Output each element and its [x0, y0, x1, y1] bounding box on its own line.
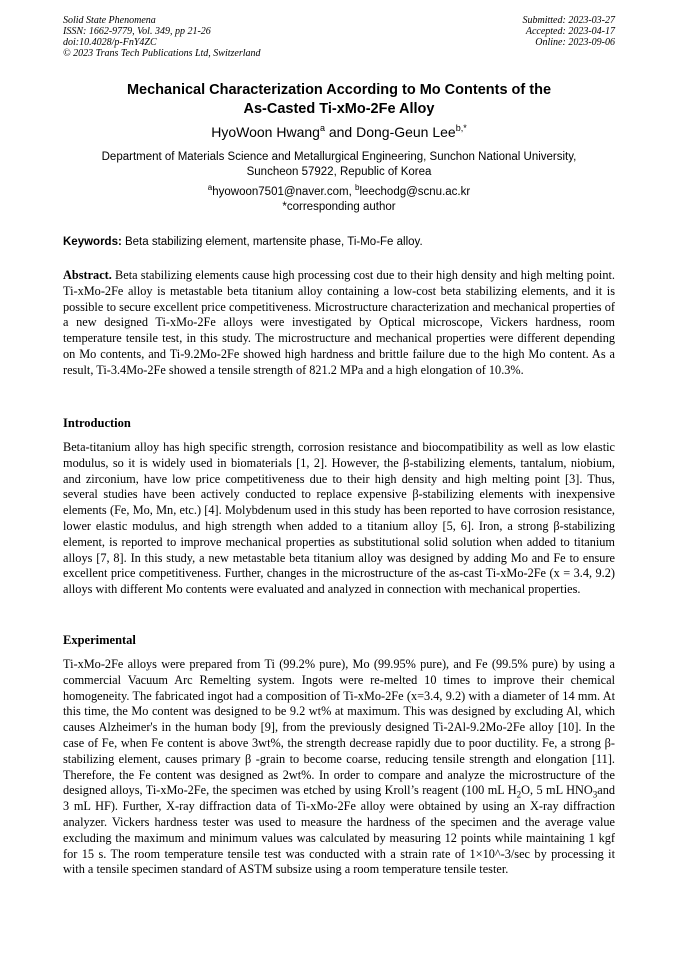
- title-line-1: Mechanical Characterization According to Mo Contents of the: [126, 82, 552, 98]
- title-line-2: As-Casted Ti-xMo-2Fe Alloy: [243, 101, 435, 117]
- abstract-text: Beta stabilizing elements cause high processing cost due to their high density and high melting point. Ti-xMo-2Fe alloy is metastable beta titanium alloy containing a low-cost beta stabilizing elements, and it is possible to secure excellent price competitiveness. Microstructure characterization and mechanical properties of a new designed Ti-xMo-2Fe alloys were investigated by Optical microscope, Vickers hardness, room temperature tensile test, in this study. The microstructure and mechanical properties were different depending on Mo contents, and Ti-9.2Mo-2Fe showed high hardness and brittle failure due to the high Mo content. As a result, Ti-3.4Mo-2Fe showed a tensile strength of 821.2 MPa and a high elongation of 10.3%.: [63, 268, 615, 377]
- online-date: Online: 2023-09-06: [535, 37, 615, 48]
- introduction-heading: Introduction: [63, 416, 131, 430]
- affiliation-line-2: Suncheon 57922, Republic of Korea: [246, 166, 432, 178]
- author-2-superscript: b,*: [455, 123, 467, 133]
- hno3-subscript: 3: [592, 789, 598, 800]
- author-emails: [60, 185, 618, 215]
- keywords-text: Beta stabilizing element, martensite phase, Ti-Mo-Fe alloy.: [121, 236, 423, 248]
- h2o-subscript: 2: [516, 789, 522, 800]
- accepted-date: Accepted: 2023-04-17: [525, 26, 615, 37]
- author-list: [60, 123, 618, 141]
- journal-info: [63, 15, 261, 59]
- copyright: © 2023 Trans Tech Publications Ltd, Switzerland: [63, 48, 261, 59]
- abstract: [63, 268, 615, 379]
- doi: doi:10.4028/p-FnY4ZC: [63, 37, 157, 48]
- experimental-heading: Experimental: [63, 633, 136, 647]
- abstract-label: Abstract.: [63, 268, 112, 282]
- keywords-label: Keywords:: [63, 236, 122, 248]
- author-conjunction: and: [324, 124, 357, 140]
- experimental-text-part-1: Ti-xMo-2Fe alloys were prepared from Ti (99.2% pure), Mo (99.95% pure), and Fe (99.5% pure) by using a commercial Vacuum Arc Remelting system. Ingots were re-melted 10 times to improve their chemical homogeneity. The fabricated ingot had a composition of Ti-xMo-2Fe (x=3.4, 9.2) with a diameter of 14 mm. At this time, the Mo content was designed to be 9.2 wt% at maximum. This was designed by excluding Al, which causes Alzheimer's in the human body [9], from the previously designed Ti-2Al-9.2Mo-2Fe alloy [10]. In the case of Fe, when Fe content is above 3wt%, the strength decrease rapidly due to poor ductility. Fe, a strong β-stabilizing element, causes primary β -grain to become coarse, reducing tensile strength and elongation [11]. Therefore, the Fe content was designed as 2wt%. In order to compare and analyze the microstructure of the designed alloys, Ti-xMo-2Fe, the specimen was etched by using Kroll’s reagent (100 mL H: [63, 657, 615, 798]
- experimental-text-part-2: O, 5 mL HNO: [521, 783, 593, 798]
- email-b: leechodg@scnu.ac.kr: [359, 186, 471, 198]
- author-2: Dong-Geun Lee: [356, 124, 456, 140]
- email-a-superscript: a: [207, 183, 213, 192]
- affiliation: [70, 150, 608, 180]
- keywords: [63, 235, 615, 249]
- issn: ISSN: 1662-9779, Vol. 349, pp 21-26: [63, 26, 211, 37]
- publication-dates: [523, 15, 616, 48]
- affiliation-line-1: Department of Materials Science and Metallurgical Engineering, Sunchon National University,: [101, 151, 577, 163]
- author-1: HyoWoon Hwang: [211, 124, 320, 140]
- email-b-superscript: b: [354, 183, 360, 192]
- journal-name: Solid State Phenomena: [63, 15, 156, 26]
- author-1-superscript: a: [319, 123, 325, 133]
- paper-title: [60, 81, 618, 119]
- introduction-text: Beta-titanium alloy has high specific strength, corrosion resistance and biocompatibility as well as low elastic modulus, so it is widely used in biomaterials [1, 2]. However, the β-stabilizing elements, tantalum, niobium, and zirconium, have low price competitiveness due to their high density and high melting point [3]. Thus, several studies have been actively conducted to replace expensive β-stabilizing elements with inexpensive elements (Fe, Mo, Mn, etc.) [4]. Molybdenum used in this study has been reported to have corrosion resistance, lower elastic modulus, and high strength when added to a titanium alloy [5, 6]. Iron, a strong β-stabilizing element, is reported to improve mechanical properties as substitutional solid solution when added to titanium alloys [7, 8]. In this study, a new metastable beta titanium alloy was designed by adding Mo and Fe to ensure excellent price competitiveness. Further, changes in the microstructure of the as-cast Ti-xMo-2Fe (x = 3.4, 9.2) alloys with different Mo contents were evaluated and analyzed in connection with mechanical properties.: [63, 440, 615, 597]
- experimental-text-part-3: and 3 mL HF). Further, X-ray diffraction data of Ti-xMo-2Fe alloy were obtained by using an X-ray diffraction analyzer. Vickers hardness tester was used to measure the hardness of the specimen and the average value excluding the maximum and minimum values was calculated by measuring 12 points while maintaining 1 kgf for 15 s. The room temperature tensile test was conducted with a strain rate of 1×10^-3/sec by processing it with a tensile specimen standard of ASTM subsize using a room temperature tensile tester.: [63, 783, 615, 877]
- email-a: hyowoon7501@naver.com,: [212, 186, 355, 198]
- submitted-date: Submitted: 2023-03-27: [522, 15, 615, 26]
- experimental-text: [63, 657, 615, 878]
- corresponding-author-note: *corresponding author: [282, 201, 396, 213]
